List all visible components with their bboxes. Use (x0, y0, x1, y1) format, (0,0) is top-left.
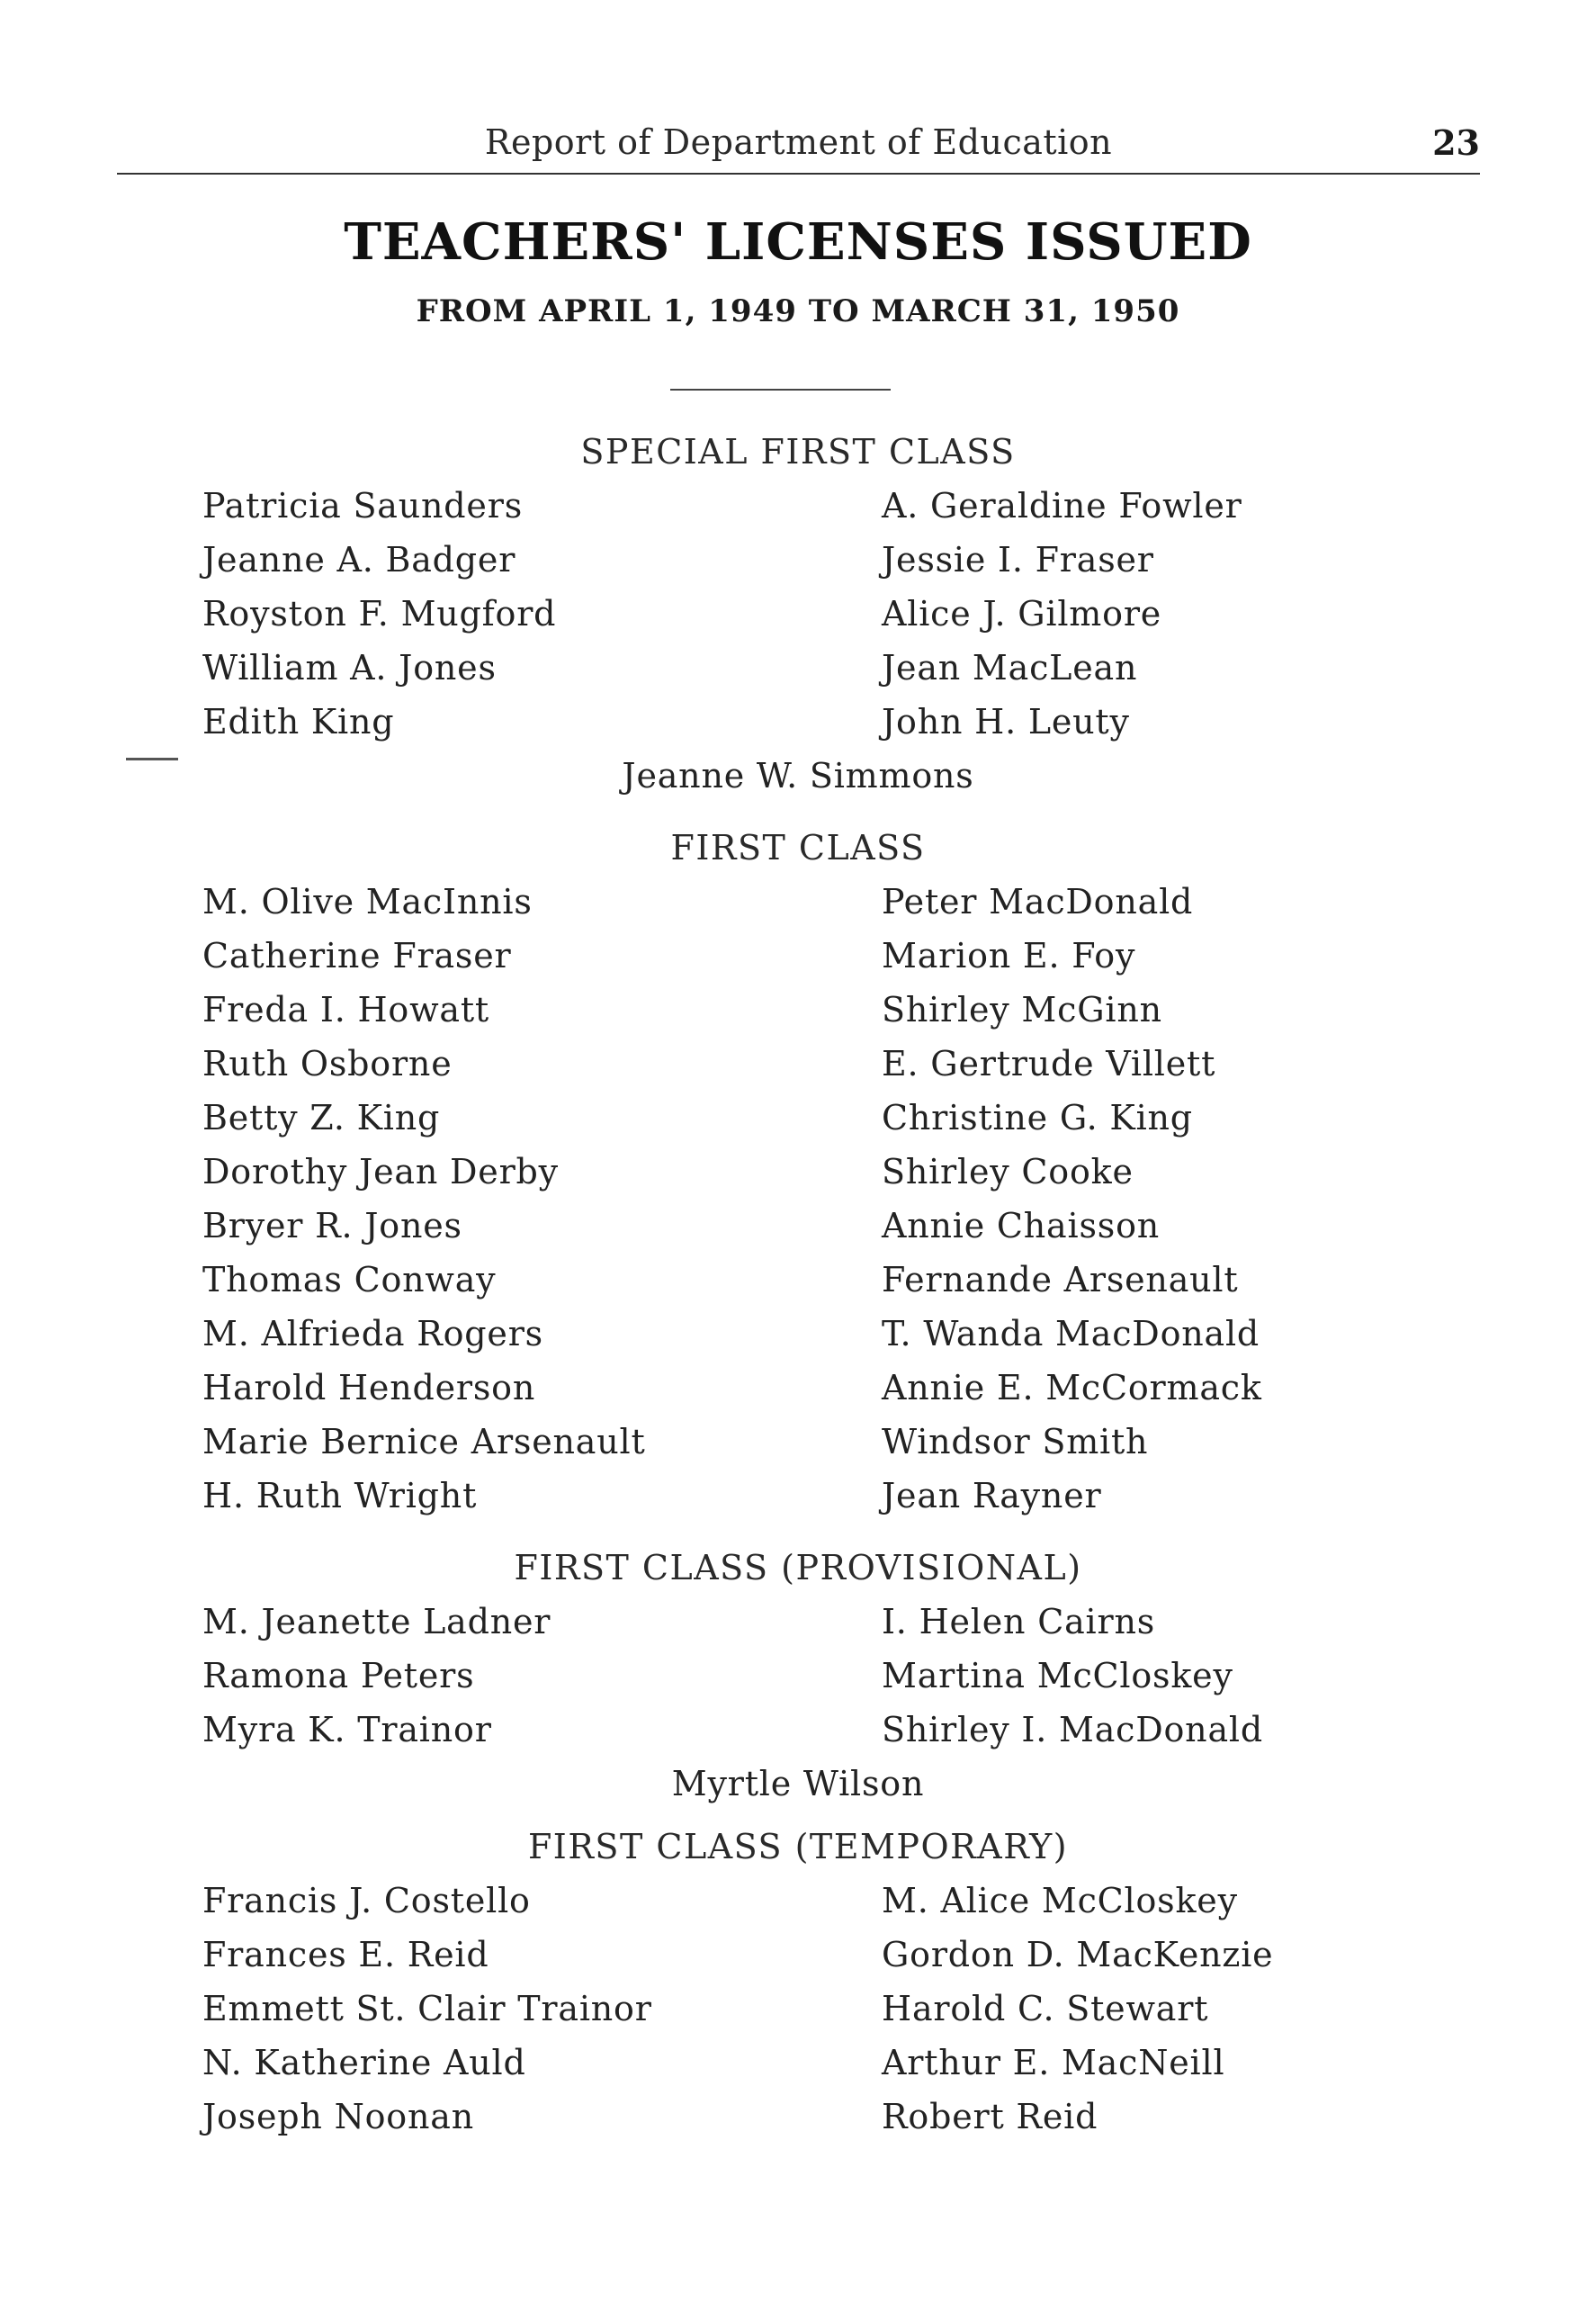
list-item: Freda I. Howatt (202, 990, 489, 1030)
list-item: Ramona Peters (202, 1656, 475, 1695)
list-item: A. Geraldine Fowler (882, 486, 1242, 526)
list-item: M. Jeanette Ladner (202, 1602, 551, 1641)
list-item: Gordon D. MacKenzie (882, 1935, 1274, 1974)
running-title: Report of Department of Education (484, 122, 1113, 162)
list-item: Arthur E. MacNeill (882, 2043, 1225, 2082)
list-item: John H. Leuty (882, 702, 1130, 742)
list-item: Robert Reid (882, 2097, 1098, 2136)
list-item: M. Alice McCloskey (882, 1881, 1238, 1920)
list-item: Shirley Cooke (882, 1152, 1134, 1191)
list-item: T. Wanda MacDonald (882, 1314, 1260, 1353)
page-title: TEACHERS' LICENSES ISSUED (344, 212, 1252, 272)
list-item: Jeanne A. Badger (202, 540, 516, 580)
list-item: Jean Rayner (882, 1476, 1102, 1515)
list-item: M. Alfrieda Rogers (202, 1314, 543, 1353)
list-item: Shirley I. MacDonald (882, 1710, 1263, 1749)
page-subtitle: FROM APRIL 1, 1949 TO MARCH 31, 1950 (416, 293, 1180, 329)
list-item: I. Helen Cairns (882, 1602, 1156, 1641)
list-item: Myra K. Trainor (202, 1710, 492, 1749)
list-item: N. Katherine Auld (202, 2043, 526, 2082)
running-head (117, 119, 1480, 173)
list-item: Fernande Arsenault (882, 1260, 1239, 1299)
section-heading-special-first-class: SPECIAL FIRST CLASS (580, 432, 1016, 472)
list-item: Francis J. Costello (202, 1881, 531, 1920)
list-item: Thomas Conway (202, 1260, 497, 1299)
list-item: Marie Bernice Arsenault (202, 1422, 646, 1461)
section-heading-first-class: FIRST CLASS (670, 828, 926, 868)
list-item: Joseph Noonan (202, 2097, 474, 2136)
section-heading-first-class-temporary: FIRST CLASS (TEMPORARY) (527, 1827, 1069, 1866)
list-item: Jean MacLean (882, 648, 1138, 688)
list-item: Annie E. McCormack (882, 1368, 1262, 1407)
list-item: Edith King (202, 702, 395, 742)
header-rule (117, 173, 1480, 175)
list-item: H. Ruth Wright (202, 1476, 478, 1515)
list-item: Royston F. Mugford (202, 594, 557, 634)
list-item: Patricia Saunders (202, 486, 523, 526)
list-item: Betty Z. King (202, 1098, 441, 1138)
list-item: Martina McCloskey (882, 1656, 1233, 1695)
title-divider (670, 389, 891, 391)
list-item: Peter MacDonald (882, 882, 1194, 922)
list-item: Catherine Fraser (202, 936, 512, 976)
section-heading-first-class-provisional: FIRST CLASS (PROVISIONAL) (514, 1548, 1082, 1587)
list-item: Dorothy Jean Derby (202, 1152, 559, 1191)
list-item-centered: Myrtle Wilson (671, 1764, 925, 1803)
list-item: Ruth Osborne (202, 1044, 453, 1084)
list-item: William A. Jones (202, 648, 497, 688)
list-item: Marion E. Foy (882, 936, 1136, 976)
list-item: Windsor Smith (882, 1422, 1149, 1461)
list-item: Annie Chaisson (882, 1206, 1161, 1245)
list-item: Jessie I. Fraser (882, 540, 1154, 580)
list-item: Shirley McGinn (882, 990, 1162, 1030)
list-item: E. Gertrude Villett (882, 1044, 1216, 1084)
list-item: Alice J. Gilmore (882, 594, 1162, 634)
list-item: Harold C. Stewart (882, 1989, 1209, 2028)
list-item-centered: Jeanne W. Simmons (622, 756, 974, 796)
list-item: Emmett St. Clair Trainor (202, 1989, 652, 2028)
list-item: Harold Henderson (202, 1368, 536, 1407)
list-item: Christine G. King (882, 1098, 1193, 1138)
list-item: Bryer R. Jones (202, 1206, 462, 1245)
list-item: M. Olive MacInnis (202, 882, 533, 922)
list-item: Frances E. Reid (202, 1935, 489, 1974)
page-number: 23 (1432, 122, 1480, 163)
